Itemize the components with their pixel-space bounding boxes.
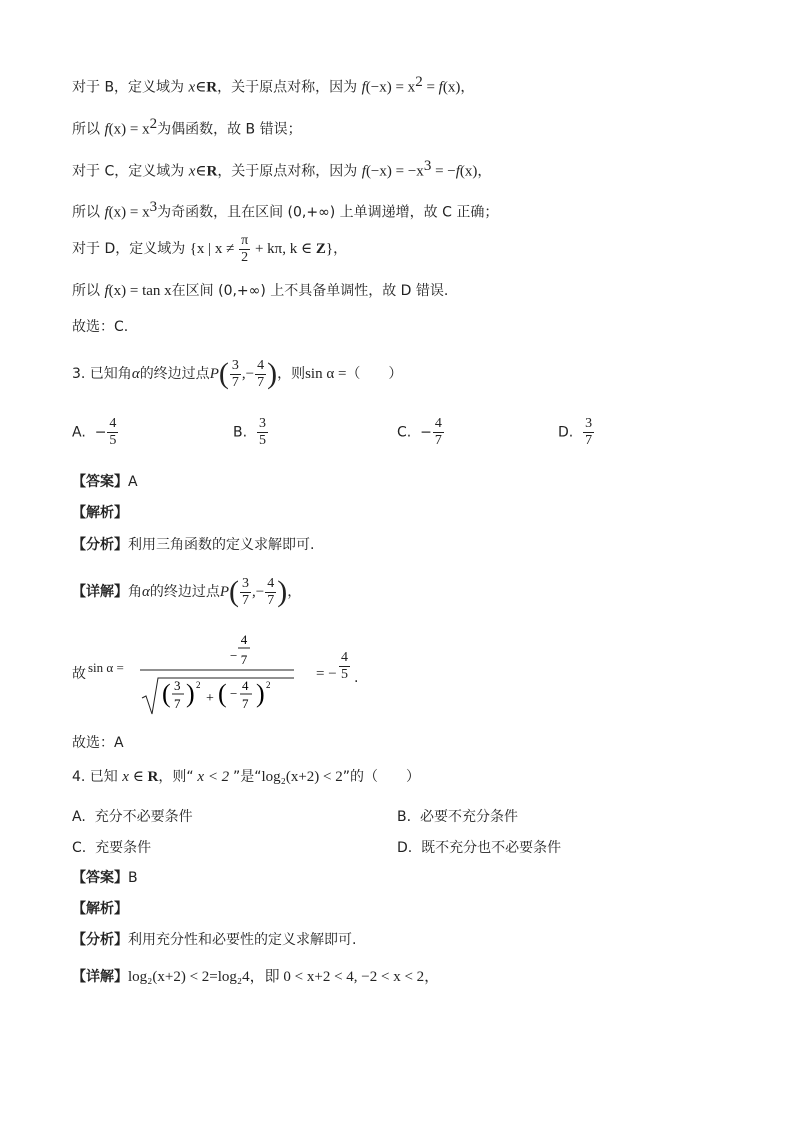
q4-option-a: A. 充分不必要条件	[72, 809, 193, 825]
q3-detail: 【详解】角α的终边过点P( $\frac{3}{7}$ ,− $\frac{4}{7}$ )，	[72, 575, 302, 608]
fraction-3-7: $\frac{3}{7}$	[231, 357, 239, 390]
svg-text:): )	[256, 679, 265, 708]
q4-analysis-heading: 【解析】	[72, 901, 128, 917]
q3-option-a: A. − $\frac{4}{5}$	[72, 416, 117, 448]
svg-text:4: 4	[242, 678, 249, 693]
q4-answer: 【答案】B	[72, 870, 138, 886]
text-line-d-conclusion: 所以 f(x) = tan x在区间 (0,+∞) 上不具备单调性，故 D 错误.	[72, 283, 449, 299]
pi-over-2-fraction: $\frac{\pi}{2}$	[241, 232, 249, 265]
svg-text:): )	[186, 679, 195, 708]
svg-text:(: (	[218, 679, 227, 708]
q4-option-d: D. 既不充分也不必要条件	[397, 840, 562, 856]
q4-option-b: B. 必要不充分条件	[397, 809, 518, 825]
svg-text:7: 7	[242, 696, 249, 711]
svg-text:−: −	[230, 648, 238, 663]
text-line-b-conclusion: 所以 $f(x) = x^2$为偶函数，故 B 错误；	[72, 116, 302, 138]
q4-fenxi: 【分析】利用充分性和必要性的定义求解即可.	[72, 932, 357, 948]
q3-option-c: C. − $\frac{4}{7}$	[397, 416, 442, 448]
text-line-c: 对于 C，定义域为 x∈R，关于原点对称，因为 $f(-x) = -x^3 = -f(x)$，	[72, 158, 492, 180]
svg-text:7: 7	[240, 652, 248, 667]
q4-option-c: C. 充要条件	[72, 840, 152, 856]
choose-a: 故选：A	[72, 735, 124, 751]
q3-analysis-heading: 【解析】	[72, 505, 128, 521]
svg-text:2: 2	[196, 680, 201, 690]
sin-fraction-svg	[134, 630, 294, 720]
svg-text:3: 3	[174, 678, 181, 693]
svg-text:+: +	[206, 691, 214, 706]
q3-option-d: D. $\frac{3}{7}$	[558, 416, 593, 448]
text-line-b: 对于 B，定义域为 x∈R，关于原点对称，因为 $f(-x) = x^2 = f(x)$，	[72, 74, 475, 96]
svg-text:2: 2	[266, 680, 271, 690]
text-line-d: 对于 D，定义域为 {x | x ≠ $\frac{\pi}{2}$ + kπ, k ∈ Z}，	[72, 232, 348, 265]
q3-answer: 【答案】A	[72, 474, 138, 490]
question-4-stem: 4. 已知 x ∈ R，则“ x < 2 ”是“log₂(x+2) < 2”的（ ）	[72, 769, 421, 785]
svg-text:−: −	[230, 686, 238, 701]
q4-detail: 【详解】log₂(x+2) < 2=log₂4，即 0 < x+2 < 4, −2 < x < 2，	[72, 969, 440, 985]
question-3-stem: 3. 已知角α的终边过点P( $\frac{3}{7}$ ,− $\frac{4}{7}$ )，则sin α =（ ）	[72, 357, 403, 390]
svg-text:7: 7	[174, 696, 181, 711]
q3-option-b: B. $\frac{3}{5}$	[233, 416, 266, 448]
q3-fenxi: 【分析】利用三角函数的定义求解即可.	[72, 537, 315, 553]
choose-c: 故选：C.	[72, 319, 129, 335]
fraction-4-7: $\frac{4}{7}$	[257, 357, 265, 390]
text-line-c-conclusion: 所以 $f(x) = x^3$为奇函数，且在区间 (0,+∞) 上单调递增，故 C 正确；	[72, 199, 499, 221]
svg-text:4: 4	[240, 632, 248, 647]
svg-text:(: (	[162, 679, 171, 708]
